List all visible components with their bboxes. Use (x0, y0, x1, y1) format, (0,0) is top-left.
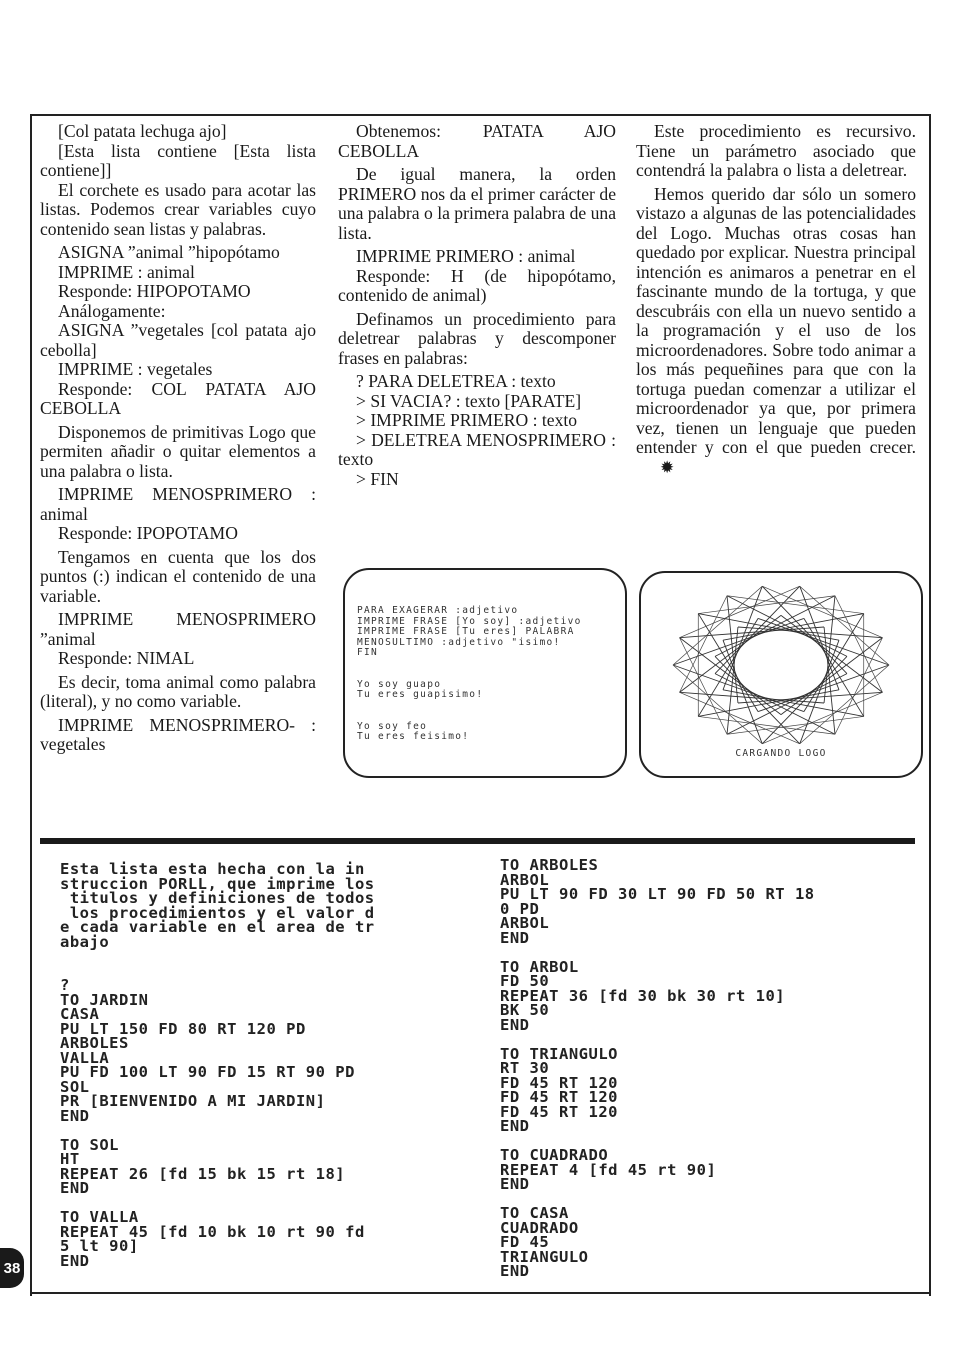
star-line (804, 614, 864, 712)
frame-bottom-edge (30, 1292, 929, 1294)
star-line (723, 614, 864, 641)
paragraph: Responde: H (de hipopótamo, contenido de animal) (338, 265, 616, 305)
star-line (698, 614, 839, 641)
star-line (673, 586, 762, 665)
paragraph: ? PARA DELETREA : texto (356, 371, 556, 391)
star-line (680, 596, 727, 693)
star-line (673, 618, 804, 665)
paragraph: IMPRIME : animal (58, 261, 195, 282)
monitor-screen-exagerar (343, 568, 627, 778)
paragraph: IMPRIME PRIMERO : animal (356, 246, 576, 266)
star-line (698, 614, 758, 712)
paragraph: Definamos un procedimiento para deletrear palabras y descomponer frases en palabras: (338, 308, 616, 368)
page-number: 38 (0, 1248, 24, 1288)
paragraph: Obtenemos: PATATA AJO CEBOLLA (338, 121, 616, 161)
paragraph: Responde: COL PATATA AJO CEBOLLA (40, 378, 316, 418)
star-line (727, 596, 847, 657)
star-line (723, 586, 762, 690)
text-column-2 (338, 122, 616, 489)
paragraph: El corchete es usado para acotar las listas. Podemos crear variables cuyo contenido sean listas y palabras. (40, 179, 316, 239)
star-line (835, 596, 882, 693)
paragraph: IMPRIME MENOSPRIMERO- : vegetales (40, 714, 316, 754)
star-line (758, 665, 889, 712)
paragraph: > IMPRIME PRIMERO : texto (356, 410, 578, 430)
screen-caption: CARGANDO LOGO (735, 748, 827, 759)
paragraph: IMPRIME MENOSPRIMERO : animal (40, 484, 316, 524)
paragraph: IMPRIME MENOSPRIMERO ”animal (40, 609, 316, 649)
star-line (715, 674, 835, 735)
paragraph: Este procedimiento es recursivo. Tiene un parámetro asociado que contendrá la palabra o lista a deletrear. (636, 121, 916, 180)
paragraph: Disponemos de primitivas Logo que permiten añadir o quitar elementos a una palabra o lista. (40, 421, 316, 481)
star-line (758, 618, 889, 665)
star-line (804, 618, 864, 716)
star-line (727, 716, 864, 734)
paragraph: Responde: HIPOPOTAMO (58, 281, 251, 301)
gear-icon: ✹ (660, 457, 675, 477)
star-line (800, 640, 839, 744)
star-line (723, 640, 762, 744)
screen-output-text: PARA EXAGERAR :adjetivo IMPRIME FRASE [Yo soy] :adjetivo IMPRIME FRASE [Tu eres] PALABRA MENOSULTIMO :adjetivo "isimo! FIN Yo soy guapo Tu eres guapisimo! Yo soy feo Tu eres feisimo! (357, 605, 582, 742)
paragraph: [Esta lista contiene [Esta lista contiene]] (40, 140, 316, 180)
star-line (727, 596, 864, 614)
star-line (698, 618, 758, 716)
paragraph: Hemos querido dar sólo un somero vistazo a algunas de las potencialidades del Logo. Muchas otras cosas han quedado por explicar. Nuestra principal intención es animaros a penetrar en el fascinante mundo de la tortuga, y que descubráis con ella un nuevo sentido a la programación y el uso de los microordenadores. Sobre todo animar a los más pequeñines para que con la tortuga puedan comenzar a utilizar el microordenador ya que, por primera vez, tienen un lenguaje que pueden entender y con el que pueden crecer.✹ (636, 183, 916, 477)
paragraph: Análogamente: (58, 300, 166, 321)
section-divider (40, 838, 915, 844)
monitor-screen-logo (639, 571, 923, 778)
star-line (698, 690, 839, 717)
paragraph: > DELETREA MENOSPRIMERO : texto (338, 429, 616, 469)
code-listing-left: Esta lista esta hecha con la in struccion PORLL, que imprime los titulos y definiciones de todos los procedimientos y el valor d e cada variable en el area de tr abajo ? TO JARDIN CASA PU LT 150 FD 80 RT 120 PD ARBOLES VALLA PU FD 100 LT 90 FD 15 RT 90 PD SOL PR [BIENVENIDO A MI JARDIN] END TO SOL HT REPEAT 26 [fd 15 bk 15 rt 18] END TO VALLA REPEAT 45 [fd 10 bk 10 rt 90 fd 5 lt 90] END (60, 860, 375, 1270)
star-line (800, 665, 889, 744)
paragraph: Tengamos en cuenta que los dos puntos (:) indican el contenido de una variable. (40, 546, 316, 606)
paragraph: Responde: NIMAL (58, 648, 195, 668)
paragraph: > FIN (356, 468, 399, 489)
star-line (680, 638, 727, 735)
paragraph: [Col patata lechuga ajo] (58, 121, 227, 141)
star-line (698, 596, 835, 614)
paragraph: > SI VACIA? : texto [PARATE] (356, 390, 582, 411)
star-line (673, 665, 762, 744)
star-line (698, 716, 835, 734)
paragraph: De igual manera, la orden PRIMERO nos da el primer carácter de una palabra o la primera palabra de una lista. (338, 164, 616, 243)
paragraph: Responde: IPOPOTAMO (58, 523, 238, 543)
text-column-3 (636, 122, 916, 481)
code-listing-right: TO ARBOLES ARBOL PU LT 90 FD 30 LT 90 FD 50 RT 18 0 PD ARBOL END TO ARBOL FD 50 REPEAT 36 [fd 30 bk 30 rt 10] BK 50 END TO TRIANGULO RT 30 FD 45 RT 120 FD 45 RT 120 FD 45 RT 120 END TO CUADRADO REPEAT 4 [fd 45 rt 90] END TO CASA CUADRADO FD 45 TRIANGULO END (500, 856, 815, 1280)
paragraph: ASIGNA ”animal ”hipopótamo (58, 242, 280, 262)
star-line (673, 665, 804, 712)
star-line (800, 586, 839, 690)
text-column-1 (40, 122, 316, 755)
paragraph: Es decir, toma animal como palabra (literal), y no como variable. (40, 671, 316, 711)
paragraph: IMPRIME : vegetales (58, 359, 213, 379)
star-line (723, 690, 864, 717)
star-polygon-drawing (667, 581, 895, 749)
star-line (715, 596, 835, 657)
star-line (835, 638, 882, 735)
paragraph: ASIGNA ”vegetales [col patata ajo cebolla] (40, 320, 316, 360)
star-line (800, 586, 889, 665)
star-line (727, 674, 847, 735)
